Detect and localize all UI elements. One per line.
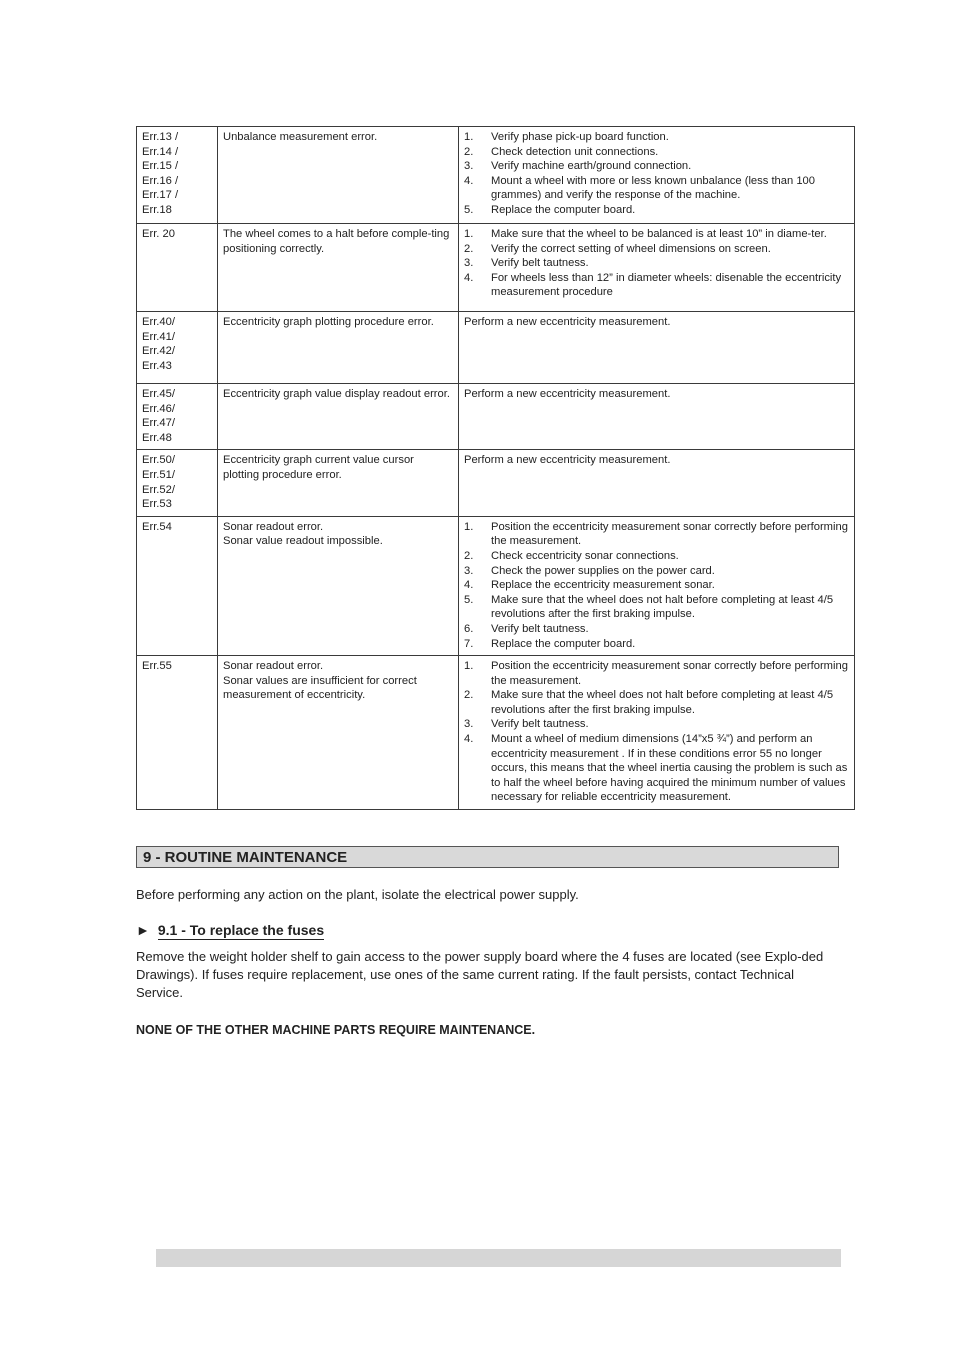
section-title: 9 - ROUTINE MAINTENANCE [143,849,348,866]
error-code-cell [137,127,218,224]
cause-cell [218,224,459,312]
list-item [464,732,849,805]
error-code: Err.45/ [142,388,175,400]
item-text: Verify belt tautness. [491,622,589,635]
list-item [464,549,849,564]
list-item [464,688,849,717]
error-code: Err.55 [142,660,172,673]
list-item [464,130,849,145]
cause-text: Sonar value readout impossible. [223,535,383,548]
solution-list [464,520,849,651]
footer-bar [156,1249,841,1267]
cause-cell [218,656,459,810]
error-code: Err.43 [142,359,172,372]
item-text: Position the eccentricity measurement sonar correctly before performing the measurement. [491,520,848,548]
cause-cell [218,516,459,655]
solution-text: Perform a new eccentricity measurement. [464,316,671,328]
maintenance-note: NONE OF THE OTHER MACHINE PARTS REQUIRE MAINTENANCE. [136,1023,536,1037]
list-item [464,578,849,593]
solution-cell [459,656,855,810]
cause-cell [218,312,459,384]
list-item [464,271,849,300]
item-number: 3. [464,160,474,173]
list-item [464,622,849,637]
item-text: Check the power supplies on the power card. [491,564,715,577]
subsection-heading [136,921,324,939]
list-item [464,637,849,652]
item-text: Verify belt tautness. [491,718,589,731]
error-code: Err.41/ [142,330,175,343]
solution-list [464,659,849,805]
item-text: Verify the correct setting of wheel dimensions on screen. [491,242,771,255]
solution-cell [459,312,855,384]
table-row [137,450,855,516]
solution-cell [459,127,855,224]
item-number: 4. [464,733,474,746]
error-code-cell [137,312,218,384]
cause-text: Sonar readout error. [223,520,324,533]
item-number: 7. [464,637,474,650]
item-number: 3. [464,257,474,270]
list-item [464,203,849,218]
solution-list [464,130,849,218]
error-code: Err. 20 [142,228,175,240]
item-number: 1. [464,228,474,240]
item-number: 1. [464,520,474,533]
item-number: 2. [464,242,474,255]
error-code: Err.13 / [142,131,179,143]
table-row [137,516,855,655]
solution-text: Perform a new eccentricity measurement. [464,388,671,400]
item-number: 6. [464,622,474,635]
cause-text: Unbalance measurement error. [223,131,378,143]
solution-cell [459,224,855,312]
list-item [464,520,849,549]
error-code-cell [137,224,218,312]
error-code: Err.15 / [142,160,179,173]
item-number: 1. [464,131,474,143]
item-text: Replace the computer board. [491,637,636,650]
cause-cell [218,127,459,224]
list-item [464,242,849,257]
error-code: Err.40/ [142,316,175,328]
item-number: 3. [464,718,474,731]
error-code-cell [137,656,218,810]
solution-text: Perform a new eccentricity measurement. [464,454,671,467]
error-code: Err.46/ [142,402,175,415]
table-row [137,224,855,312]
error-code-cell [137,516,218,655]
solution-cell [459,450,855,516]
item-text: For wheels less than 12” in diameter wheels: disenable the eccentricity measurement procedure [491,271,842,299]
item-number: 1. [464,660,474,673]
item-text: Verify belt tautness. [491,257,589,270]
item-number: 5. [464,203,474,216]
fuses-paragraph: Remove the weight holder shelf to gain access to the power supply board where the 4 fuses are located (see Explo-ded Drawings). If fuses require replacement, use ones of the same current rating. If the fault persists, contact Technical Service. [136,949,824,1000]
error-code: Err.51/ [142,468,175,481]
error-code: Err.50/ [142,454,175,467]
cause-text: Eccentricity graph value display readout error. [223,388,450,400]
item-text: Position the eccentricity measurement sonar correctly before performing the measurement. [491,660,848,687]
item-number: 3. [464,564,474,577]
list-item [464,227,849,242]
item-text: Check detection unit connections. [491,145,659,158]
error-code: Err.18 [142,203,172,216]
item-text: Mount a wheel with more or less known unbalance (less than 100 grammes) and verify the response of the machine. [491,174,815,202]
list-item [464,659,849,688]
solution-list [464,227,849,300]
item-number: 5. [464,593,474,606]
error-code: Err.53 [142,498,172,511]
list-item [464,564,849,579]
list-item [464,593,849,622]
solution-cell [459,516,855,655]
error-code: Err.47/ [142,417,175,430]
item-text: Replace the computer board. [491,203,636,216]
item-text: Verify machine earth/ground connection. [491,160,692,173]
item-number: 4. [464,174,474,187]
subsection-title: 9.1 - To replace the fuses [157,922,325,938]
item-number: 4. [464,579,474,592]
arrow-icon: ► [136,922,150,938]
error-code: Err.14 / [142,145,179,158]
table-row [137,656,855,810]
section-heading [136,846,839,868]
list-item [464,159,849,174]
list-item [464,145,849,160]
error-code: Err.54 [142,520,172,533]
item-text: Verify phase pick-up board function. [491,131,669,143]
list-item [464,174,849,203]
error-code: Err.48 [142,431,172,444]
list-item [464,717,849,732]
cause-text: The wheel comes to a halt before comple-ting positioning correctly. [223,228,450,255]
list-item [464,256,849,271]
item-text: Check eccentricity sonar connections. [491,549,679,562]
cause-cell [218,384,459,450]
table-row [137,127,855,224]
item-text: Mount a wheel of medium dimensions (14”x5 ¾”) and perform an eccentricity measurement . If in these conditions error 55 no longer occurs, this means that the wheel inertia causing the problem is such as to half the wheel before having acquired the minimum number of values necessary for reliable eccentricity measurement. [491,733,848,804]
error-code-cell [137,450,218,516]
cause-cell [218,450,459,516]
item-number: 2. [464,689,474,702]
item-text: Make sure that the wheel does not halt before completing at least 4/5 revolutions after the first braking impulse. [491,689,834,716]
item-text: Replace the eccentricity measurement sonar. [491,579,715,592]
intro-paragraph: Before performing any action on the plant, isolate the electrical power supply. [136,887,579,902]
item-text: Make sure that the wheel does not halt before completing at least 4/5 revolutions after the first braking impulse. [491,593,834,621]
item-number: 4. [464,271,474,284]
error-code: Err.42/ [142,345,175,358]
error-code: Err.17 / [142,189,179,202]
table-row [137,384,855,450]
item-number: 2. [464,549,474,562]
cause-text: Sonar values are insufficient for correct measurement of eccentricity. [223,674,417,702]
cause-text: Eccentricity graph current value cursor plotting procedure error. [223,454,414,481]
table-row [137,312,855,384]
error-table [136,126,855,810]
solution-cell [459,384,855,450]
error-code: Err.16 / [142,174,179,187]
error-code: Err.52/ [142,483,175,496]
cause-text: Eccentricity graph plotting procedure error. [223,316,434,328]
error-code-cell [137,384,218,450]
item-number: 2. [464,145,474,158]
item-text: Make sure that the wheel to be balanced is at least 10” in diame-ter. [491,228,827,240]
cause-text: Sonar readout error. [223,660,324,673]
